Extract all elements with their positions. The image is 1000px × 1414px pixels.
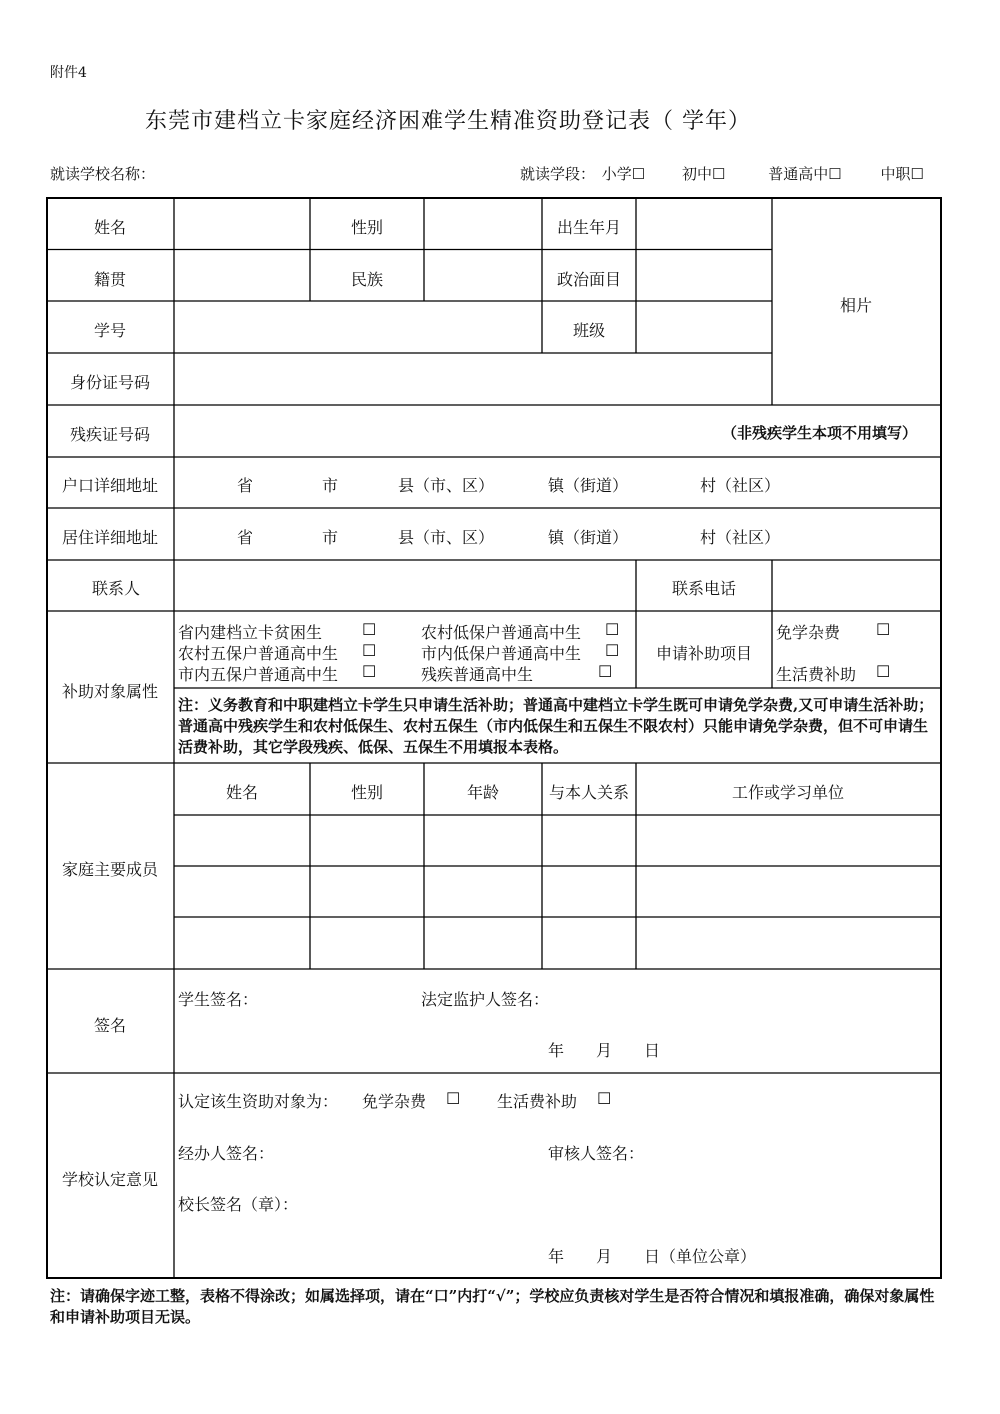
option-rural-low-income: 农村低保户普通高中生 (421, 623, 582, 642)
birth-label: 出生年月 (556, 218, 622, 237)
school-opinion-label: 学校认定意见 (61, 1170, 159, 1189)
level-option-senior[interactable]: 普通高中☐ (768, 165, 842, 183)
attachment-label: 附件4 (50, 65, 87, 81)
family-row-2[interactable] (176, 868, 939, 915)
disability-number-field[interactable] (176, 407, 716, 455)
option-city-low-income-checkbox[interactable]: ☐ (605, 641, 620, 660)
apply-subsidy-label: 申请补助项目 (655, 644, 753, 663)
student-signature-label: 学生签名： (178, 990, 259, 1009)
name-label: 姓名 (93, 218, 127, 237)
signature-date: 年 月 日 (548, 1041, 661, 1060)
household-county: 县（市、区） (398, 476, 495, 495)
reviewer-signature-label: 审核人签名： (548, 1144, 645, 1163)
option-provincial-poor: 省内建档立卡贫困生 (178, 623, 323, 642)
name-field[interactable] (176, 201, 308, 247)
option-rural-five-guarantee: 农村五保户普通高中生 (178, 644, 339, 663)
footer-note: 注：请确保字迹工整，表格不得涂改；如属选择项，请在“口”内打“√”；学校应负责核对学生是否符合情况和填报准确，确保对象属性和申请补助项目无误。 (50, 1287, 935, 1326)
residence-address-label: 居住详细地址 (61, 528, 159, 547)
residence-county: 县（市、区） (398, 528, 495, 547)
household-province: 省 (237, 476, 254, 495)
id-number-label: 身份证号码 (69, 373, 151, 392)
page-title: 东莞市建档立卡家庭经济困难学生精准资助登记表（ 学年） (145, 109, 751, 134)
recognize-label: 认定该生资助对象为： (178, 1092, 339, 1111)
apply-living-allowance-checkbox[interactable]: ☐ (876, 662, 891, 681)
recognize-living-allowance-checkbox[interactable]: ☐ (597, 1089, 612, 1108)
ethnicity-label: 民族 (350, 270, 384, 289)
id-number-field[interactable] (176, 355, 770, 403)
option-city-five-guarantee-checkbox[interactable]: ☐ (362, 662, 377, 681)
political-label: 政治面目 (556, 270, 622, 289)
level-option-vocational[interactable]: 中职☐ (880, 165, 924, 183)
gender-label: 性别 (350, 218, 384, 237)
residence-town: 镇（街道） (548, 528, 629, 547)
option-city-five-guarantee: 市内五保户普通高中生 (178, 665, 339, 684)
residence-village: 村（社区） (700, 528, 781, 547)
native-place-label: 籍贯 (93, 270, 127, 289)
subsidy-attribute-label: 补助对象属性 (61, 682, 159, 701)
family-header-age: 年龄 (466, 783, 500, 802)
level-option-primary[interactable]: 小学☐ (601, 165, 646, 183)
family-row-1[interactable] (176, 817, 939, 864)
apply-tuition-exemption-checkbox[interactable]: ☐ (876, 620, 891, 639)
household-city: 市 (322, 476, 339, 495)
option-disabled-student: 残疾普通高中生 (421, 665, 534, 684)
contact-person-field[interactable] (176, 562, 634, 609)
class-label: 班级 (572, 321, 606, 340)
apply-tuition-exemption: 免学杂费 (776, 623, 841, 642)
disability-number-label: 残疾证号码 (69, 425, 151, 444)
family-header-workplace: 工作或学习单位 (731, 783, 845, 802)
guardian-signature-label: 法定监护人签名： (421, 990, 550, 1009)
option-provincial-poor-checkbox[interactable]: ☐ (362, 620, 377, 639)
family-members-label: 家庭主要成员 (61, 860, 159, 879)
contact-phone-field[interactable] (774, 562, 939, 609)
signature-label: 签名 (93, 1016, 127, 1035)
principal-signature-label: 校长签名（章）： (178, 1195, 299, 1214)
option-disabled-student-checkbox[interactable]: ☐ (598, 662, 613, 681)
residence-city: 市 (322, 528, 339, 547)
residence-province: 省 (237, 528, 254, 547)
option-rural-low-income-checkbox[interactable]: ☐ (605, 620, 620, 639)
family-header-relation: 与本人关系 (548, 783, 630, 802)
disability-hint: （非残疾学生本项不用填写） (722, 424, 918, 442)
student-id-label: 学号 (93, 321, 127, 340)
native-place-field[interactable] (176, 252, 308, 299)
handler-signature-label: 经办人签名： (178, 1144, 275, 1163)
recognize-tuition-exemption-checkbox[interactable]: ☐ (446, 1089, 461, 1108)
family-row-3[interactable] (176, 919, 939, 967)
class-field[interactable] (638, 303, 770, 351)
school-name-label: 就读学校名称： (50, 165, 156, 183)
apply-living-allowance: 生活费补助 (776, 665, 857, 684)
school-opinion-date: 年 月 日（单位公章） (548, 1247, 757, 1266)
birth-field[interactable] (638, 201, 770, 247)
political-field[interactable] (638, 252, 770, 299)
gender-field[interactable] (426, 201, 540, 247)
ethnicity-field[interactable] (426, 252, 540, 299)
recognize-tuition-exemption: 免学杂费 (362, 1092, 427, 1111)
family-header-gender: 性别 (350, 783, 384, 802)
contact-person-label: 联系人 (91, 579, 141, 598)
level-option-junior[interactable]: 初中☐ (682, 165, 726, 183)
student-id-field[interactable] (176, 303, 540, 351)
photo-label: 相片 (839, 296, 873, 315)
option-city-low-income: 市内低保户普通高中生 (421, 644, 582, 663)
school-level-label: 就读学段： (520, 165, 596, 183)
family-header-name: 姓名 (225, 783, 259, 802)
household-village: 村（社区） (700, 476, 781, 495)
option-rural-five-guarantee-checkbox[interactable]: ☐ (362, 641, 377, 660)
contact-phone-label: 联系电话 (671, 579, 737, 598)
recognize-living-allowance: 生活费补助 (497, 1092, 578, 1111)
household-address-label: 户口详细地址 (61, 476, 159, 495)
subsidy-note: 注：义务教育和中职建档立卡学生只申请生活补助；普通高中建档立卡学生既可申请免学杂费,又可申请生活补助；普通高中残疾学生和农村低保生、农村五保生（市内低保生和五保生不限农村）只能申请免学杂费，但不可申请生活费补助，其它学段残疾、低保、五保生不用填报本表格。 (178, 696, 934, 756)
household-town: 镇（街道） (548, 476, 629, 495)
